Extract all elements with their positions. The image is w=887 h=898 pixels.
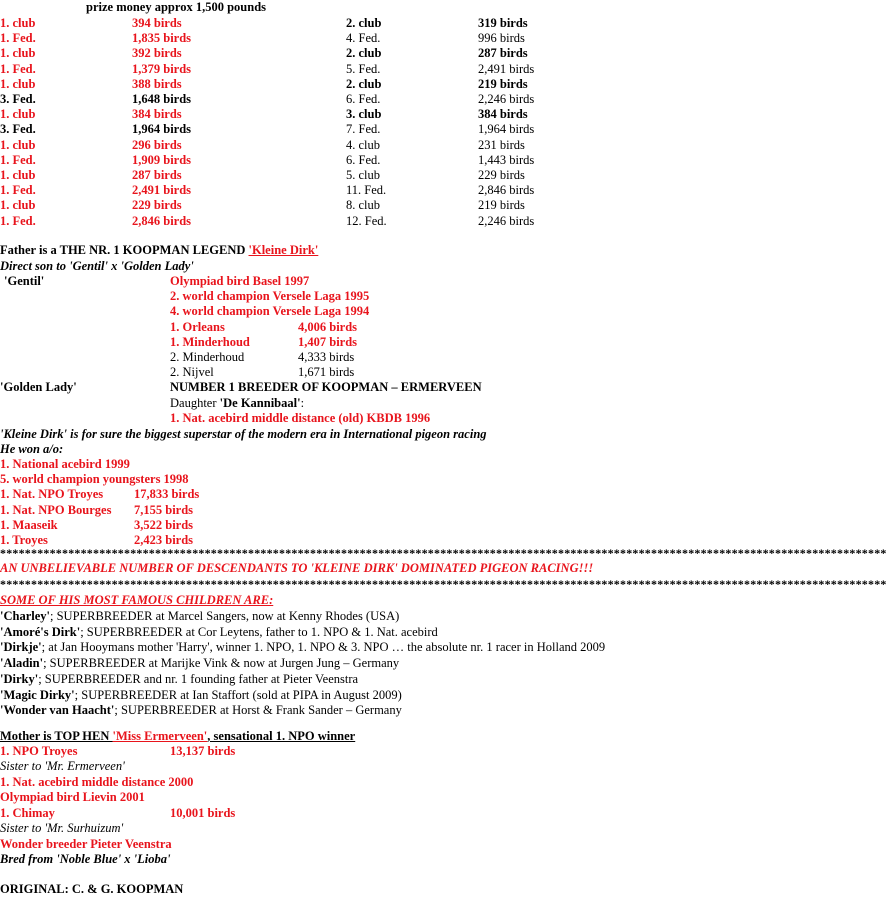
gentil-result: 1. Minderhoud [170, 334, 250, 349]
gentil-result: Olympiad bird Basel 1997 [170, 274, 310, 288]
child-description: ; at Jan Hooymans mother 'Harry', winner 1. NPO, 1. NPO & 3. NPO … the absolute nr. 1 racer in Holland 2009 [41, 640, 606, 655]
result-right-place: 6. Fed. [346, 152, 381, 167]
child-name: 'Charley' [0, 609, 50, 623]
gentil-result-birds: 4,333 birds [298, 350, 355, 364]
gentil-result-birds: 1,671 birds [298, 365, 355, 380]
result-right-place: 3. club [346, 107, 382, 122]
result-left-birds: 1,648 birds [132, 92, 192, 106]
gentil-result: 2. Minderhoud [170, 350, 245, 364]
result-left-birds: 2,491 birds [132, 183, 192, 198]
result-left-place: 1. club [0, 107, 36, 122]
won-result: 5. world champion youngsters 1998 [0, 472, 189, 487]
npo-troyes-birds: 13,137 birds [170, 744, 236, 758]
result-right-birds: 2,846 birds [478, 183, 535, 198]
gentil-result: 2. world champion Versele Laga 1995 [170, 289, 370, 304]
won-result: 1. Nat. NPO Troyes [0, 487, 104, 502]
child-name: 'Amoré's Dirk' [0, 624, 81, 639]
result-right-birds: 231 birds [478, 137, 525, 152]
result-right-birds: 219 birds [478, 76, 528, 91]
result-right-place: 2. club [346, 76, 382, 91]
result-right-place: 2. club [346, 46, 382, 61]
npo-troyes: 1. NPO Troyes [0, 744, 78, 758]
result-left-place: 1. Fed. [0, 213, 36, 228]
chimay: 1. Chimay [0, 806, 55, 820]
child-description: ; SUPERBREEDER at Marijke Vink & now at Jurgen Jung – Germany [43, 656, 400, 671]
result-left-place: 1. Fed. [0, 61, 36, 76]
result-right-place: 12. Fed. [346, 213, 387, 228]
result-left-birds: 296 birds [132, 137, 182, 152]
result-right-birds: 996 birds [478, 31, 525, 46]
result-right-place: 5. club [346, 168, 381, 182]
result-left-place: 1. club [0, 137, 36, 152]
child-description: ; SUPERBREEDER at Cor Leytens, father to 1. NPO & 1. Nat. acebird [80, 624, 438, 639]
child-description: ; SUPERBREEDER and nr. 1 founding father at Pieter Veenstra [38, 671, 359, 686]
child-item [0, 640, 605, 655]
won-result: 1. Nat. NPO Bourges [0, 502, 112, 517]
won-result: 1. Maaseik [0, 517, 58, 532]
gentil-result-birds: 1,407 birds [298, 334, 358, 349]
child-item [0, 625, 438, 640]
result-right-birds: 229 birds [478, 168, 525, 182]
child-item [0, 609, 399, 624]
daughter-result: 1. Nat. acebird middle distance (old) KBDB 1996 [170, 411, 431, 425]
result-right-place: 11. Fed. [346, 183, 387, 198]
child-name: 'Aladin' [0, 656, 44, 671]
mother-name: 'Miss Ermerveen' [112, 729, 208, 743]
result-left-birds: 384 birds [132, 107, 182, 122]
child-name: 'Magic Dirky' [0, 687, 75, 702]
result-left-birds: 1,379 birds [132, 61, 192, 76]
gentil-result-birds: 4,006 birds [298, 319, 358, 334]
result-right-place: 8. club [346, 198, 381, 213]
child-item [0, 672, 358, 687]
child-description: ; SUPERBREEDER at Horst & Frank Sander – Germany [114, 703, 402, 718]
wonder-breeder: Wonder breeder Pieter Veenstra [0, 837, 172, 851]
result-right-place: 4. club [346, 137, 381, 152]
child-item [0, 688, 402, 703]
gentil-label: 'Gentil' [4, 274, 45, 288]
superstar-line: 'Kleine Dirk' is for sure the biggest superstar of the modern era in International pigeon racing [0, 427, 487, 441]
child-name: 'Wonder van Haacht' [0, 703, 115, 718]
result-left-place: 1. club [0, 168, 36, 182]
gentil-result: 1. Orleans [170, 319, 225, 334]
result-left-place: 1. club [0, 198, 36, 213]
result-left-place: 3. Fed. [0, 92, 36, 106]
sister-mr-surhuizum: Sister to 'Mr. Surhuizum' [0, 821, 124, 835]
result-left-place: 1. Fed. [0, 183, 36, 198]
original-line: ORIGINAL: C. & G. KOOPMAN [0, 882, 184, 896]
result-left-place: 1. club [0, 76, 36, 91]
result-right-place: 6. Fed. [346, 92, 381, 106]
result-right-birds: 319 birds [478, 16, 528, 30]
result-right-birds: 287 birds [478, 46, 528, 61]
golden-lady-label: 'Golden Lady' [0, 380, 77, 394]
result-left-birds: 287 birds [132, 168, 182, 182]
gentil-result: 2. Nijvel [170, 365, 214, 380]
result-left-birds: 1,964 birds [132, 122, 192, 137]
chimay-birds: 10,001 birds [170, 806, 236, 820]
mother-heading: Mother is TOP HEN 'Miss Ermerveen', sensational 1. NPO winner [0, 729, 356, 743]
result-right-place: 2. club [346, 16, 382, 30]
star-divider-bottom: *********************************************************************************************************************************************** [0, 577, 887, 591]
result-left-place: 1. Fed. [0, 31, 36, 46]
result-right-birds: 219 birds [478, 198, 525, 213]
child-name: 'Dirkje' [0, 640, 42, 655]
child-item [0, 703, 402, 718]
descendants-banner: AN UNBELIEVABLE NUMBER OF DESCENDANTS TO 'KLEINE DIRK' DOMINATED PIGEON RACING!!! [0, 561, 594, 575]
result-left-place: 3. Fed. [0, 122, 36, 137]
father-heading: Father is a THE NR. 1 KOOPMAN LEGEND 'Kleine Dirk' [0, 243, 319, 257]
result-left-birds: 1,835 birds [132, 31, 192, 46]
result-left-birds: 229 birds [132, 198, 182, 213]
sister-mr-ermerveen: Sister to 'Mr. Ermerveen' [0, 759, 125, 773]
result-right-place: 7. Fed. [346, 122, 381, 137]
result-left-birds: 392 birds [132, 46, 182, 61]
result-right-birds: 1,964 birds [478, 122, 535, 137]
child-description: ; SUPERBREEDER at Marcel Sangers, now at Kenny Rhodes (USA) [50, 609, 400, 623]
result-right-birds: 1,443 birds [478, 152, 535, 167]
he-won-line: He won a/o: [0, 442, 64, 456]
result-right-birds: 384 birds [478, 107, 528, 122]
won-result-birds: 3,522 birds [134, 517, 194, 532]
result-left-birds: 1,909 birds [132, 152, 192, 167]
olympiad-lievin: Olympiad bird Lievin 2001 [0, 790, 145, 804]
direct-son-line: Direct son to 'Gentil' x 'Golden Lady' [0, 259, 194, 273]
golden-lady-breeder: NUMBER 1 BREEDER OF KOOPMAN – ERMERVEEN [170, 380, 482, 394]
won-result: 1. National acebird 1999 [0, 457, 130, 471]
result-right-place: 5. Fed. [346, 61, 381, 76]
won-result-birds: 17,833 birds [134, 487, 200, 502]
result-left-birds: 394 birds [132, 16, 182, 30]
daughter-line: Daughter 'De Kannibaal': [170, 396, 305, 410]
won-result-birds: 7,155 birds [134, 502, 194, 517]
result-right-birds: 2,491 birds [478, 61, 535, 76]
bred-from: Bred from 'Noble Blue' x 'Lioba' [0, 852, 171, 866]
result-left-place: 1. club [0, 16, 36, 30]
prize-header: prize money approx 1,500 pounds [86, 0, 267, 14]
child-description: ; SUPERBREEDER at Ian Staffort (sold at PIPA in August 2009) [74, 687, 402, 702]
result-left-place: 1. Fed. [0, 152, 36, 167]
star-divider-top: *********************************************************************************************************************************************** [0, 546, 887, 560]
father-name: 'Kleine Dirk' [248, 243, 319, 257]
acebird-md-2000: 1. Nat. acebird middle distance 2000 [0, 775, 194, 789]
child-name: 'Dirky' [0, 671, 39, 686]
result-left-place: 1. club [0, 46, 36, 61]
child-item [0, 656, 399, 671]
result-right-birds: 2,246 birds [478, 92, 535, 106]
won-result: 1. Troyes [0, 533, 48, 547]
result-left-birds: 388 birds [132, 76, 182, 91]
children-heading: SOME OF HIS MOST FAMOUS CHILDREN ARE: [0, 593, 274, 607]
result-right-place: 4. Fed. [346, 31, 381, 46]
result-left-birds: 2,846 birds [132, 213, 192, 228]
result-right-birds: 2,246 birds [478, 213, 535, 228]
won-result-birds: 2,423 birds [134, 533, 194, 547]
gentil-result: 4. world champion Versele Laga 1994 [170, 304, 370, 319]
